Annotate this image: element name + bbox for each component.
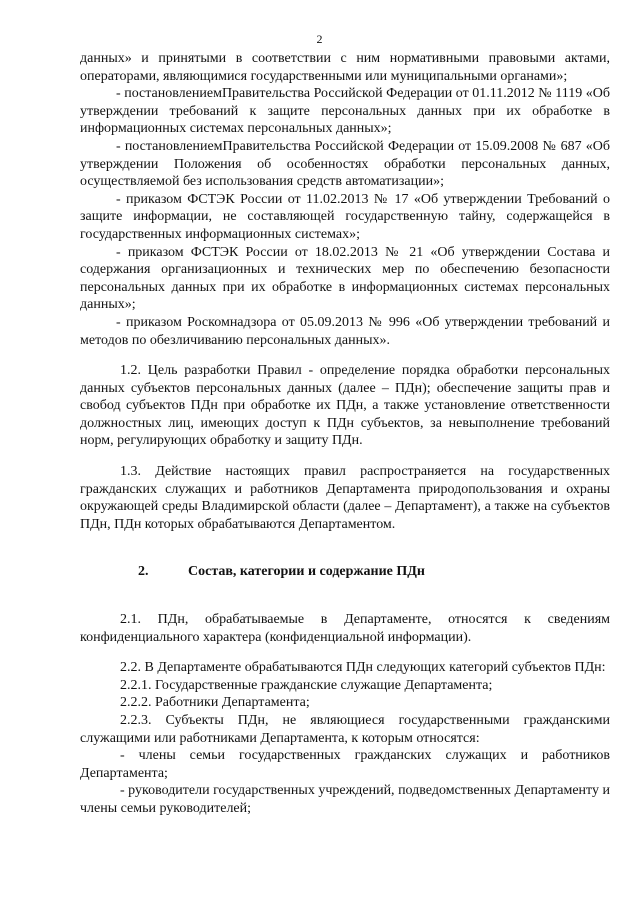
list-item-order-rkn-996: - приказом Роскомнадзора от 05.09.2013 № 996 «Об утверждении требований и методов по обезличиванию персональных данных». [80, 314, 610, 348]
section-heading [80, 563, 610, 581]
list-item-decree-1119: - постановлениемПравительства Российской Федерации от 01.11.2012 № 1119 «Об утверждении требований к защите персональных данных при их обработке в информационных системах персональных данных»; [80, 86, 610, 137]
list-item-institution-heads: - руководители государственных учреждений, подведомственных Департаменту и члены семьи руководителей; [80, 783, 610, 816]
paragraph-continuation: данных» и принятыми в соответствии с ним нормативными правовыми актами, операторами, являющимися государственными или муниципальными органами»; [80, 51, 610, 84]
list-item-order-fstek-17: - приказом ФСТЭК России от 11.02.2013 № 17 «Об утверждении Требований о защите информации, не составляющей государственную тайну, содержащейся в государственных информационных системах»; [80, 191, 610, 242]
section-number: 2. [138, 564, 149, 580]
paragraph-2-2-2: 2.2.2. Работники Департамента; [120, 695, 310, 711]
list-item-order-fstek-21: - приказом ФСТЭК России от 18.02.2013 № 21 «Об утверждении Состава и содержания организационных и технических мер по обеспечению безопасности персональных данных при их обработке в информационных системах персональных данных»; [80, 244, 610, 313]
paragraph-2-2: 2.2. В Департаменте обрабатываются ПДн следующих категорий субъектов ПДн: [120, 660, 606, 676]
section-title: Состав, категории и содержание ПДн [188, 564, 425, 580]
list-item-family-members: - члены семьи государственных гражданских служащих и работников Департамента; [80, 748, 610, 781]
paragraph-2-2-1: 2.2.1. Государственные гражданские служащие Департамента; [120, 677, 493, 693]
list-item-decree-687: - постановлениемПравительства Российской Федерации от 15.09.2008 № 687 «Об утверждении Положения об особенностях обработки персональных данных, осуществляемой без использования средств автоматизации»; [80, 138, 610, 190]
paragraph-1-3: 1.3. Действие настоящих правил распространяется на государственных гражданских служащих и работников Департамента природопользования и охраны окружающей среды Владимирской области (далее – Департамент), а также на субъектов ПДн, ПДн которых обрабатываются Департаментом. [80, 464, 610, 532]
paragraph-2-2-3: 2.2.3. Субъекты ПДн, не являющиеся государственными гражданскими служащими или работниками Департамента, к которым относятся: [80, 713, 610, 746]
page-number: 2 [316, 32, 323, 46]
document-body [80, 50, 610, 818]
paragraph-1-2: 1.2. Цель разработки Правил - определение порядка обработки персональных данных субъектов персональных данных (далее – ПДн); обеспечение защиты прав и свобод субъектов ПДн при обработке их ПДн, а также установление ответственности должностных лиц, имеющих доступ к ПДн субъектов, за невыполнение требований норм, регулирующих обработку и защиту ПДн. [80, 363, 610, 449]
paragraph-2-1: 2.1. ПДн, обрабатываемые в Департаменте, относятся к сведениям конфиденциального характера (конфиденциальной информации). [80, 612, 610, 645]
